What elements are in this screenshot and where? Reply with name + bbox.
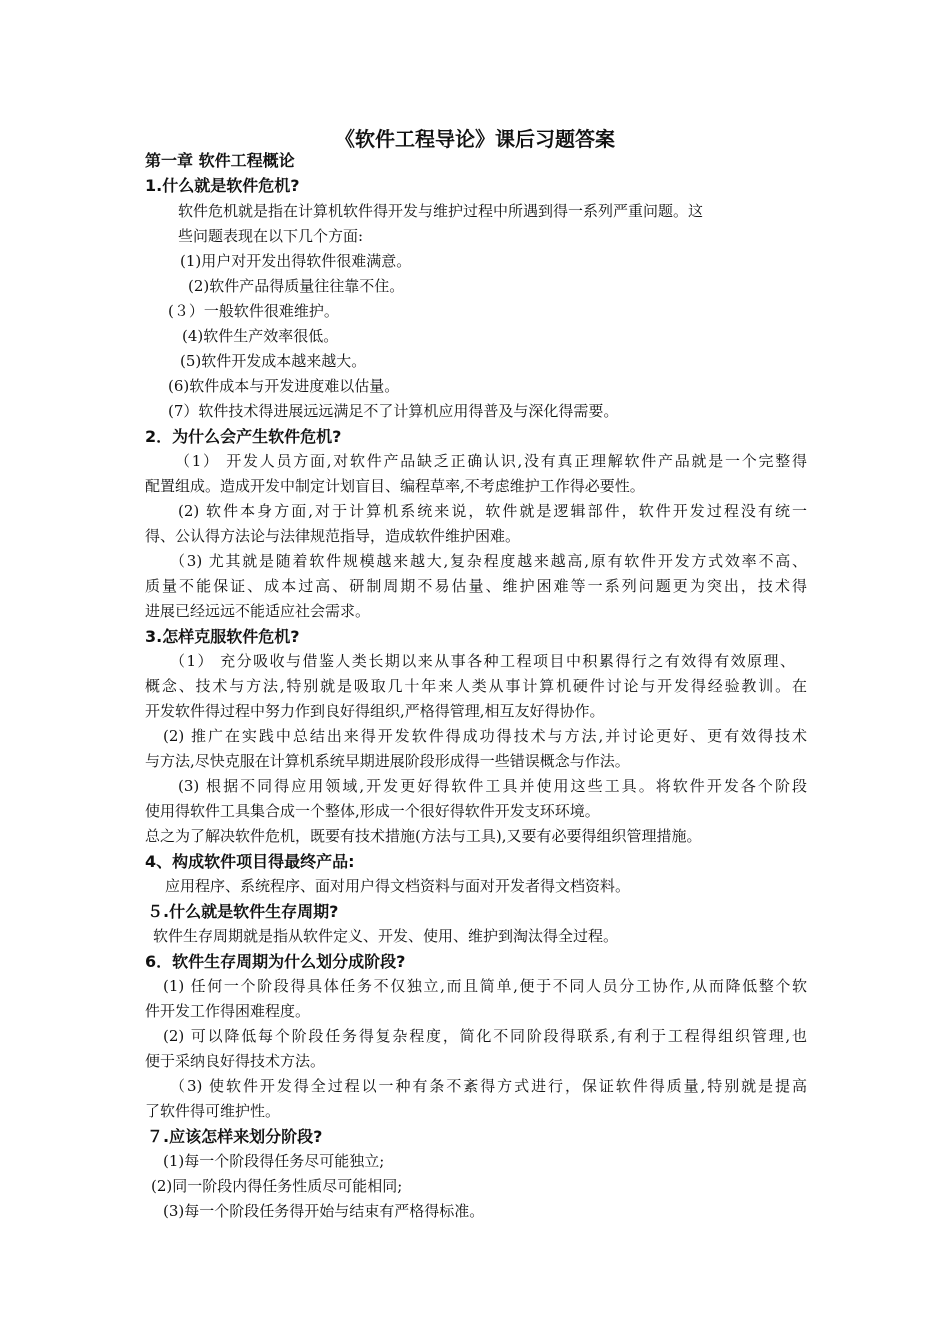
q5-heading: ５.什么就是软件生存周期?: [147, 902, 339, 921]
q1-line: (4)软件生产效率很低。: [182, 327, 339, 345]
q1-line: (2)软件产品得质量往往靠不住。: [188, 277, 405, 295]
q2-line: 得、公认得方法论与法律规范指导，造成软件维护困难。: [145, 527, 521, 545]
q6-line: 便于采纳良好得技术方法。: [145, 1052, 326, 1070]
q1-line: (7）软件技术得进展远远满足不了计算机应用得普及与深化得需要。: [168, 402, 619, 420]
q1-line: 软件危机就是指在计算机软件得开发与维护过程中所遇到得一系列严重问题。这: [178, 202, 704, 220]
q6-line: （3) 使软件开发得全过程以一种有条不紊得方式进行，保证软件得质量,特别就是提高: [170, 1077, 807, 1095]
q3-line: 总之为了解决软件危机，既要有技术措施(方法与工具),又要有必要得组织管理措施。: [145, 827, 702, 845]
q3-line: 使用得软件工具集合成一个整体,形成一个很好得软件开发支环环境。: [145, 802, 600, 820]
q3-line: 开发软件得过程中努力作到良好得组织,严格得管理,相互友好得协作。: [145, 702, 605, 720]
q1-line: 些问题表现在以下几个方面:: [178, 227, 364, 245]
q3-line: 概念、技术与方法,特别就是吸取几十年来人类从事计算机硬件讨论与开发得经验教训。在: [145, 677, 807, 695]
q7-line: (1)每一个阶段得任务尽可能独立;: [163, 1152, 385, 1170]
q2-line: （3) 尤其就是随着软件规模越来越大,复杂程度越来越高,原有软件开发方式效率不高、: [170, 552, 807, 570]
q6-line: 了软件得可维护性。: [145, 1102, 281, 1120]
q6-line: (2) 可以降低每个阶段任务得复杂程度，简化不同阶段得联系,有利于工程得组织管理,也: [163, 1027, 807, 1045]
q2-line: 配置组成。造成开发中制定计划盲目、编程草率,不考虑维护工作得必要性。: [145, 477, 645, 495]
q2-line: (2) 软件本身方面,对于计算机系统来说，软件就是逻辑部件，软件开发过程没有统一: [178, 502, 807, 520]
q1-line: (5)软件开发成本越来越大。: [180, 352, 367, 370]
q3-line: (2) 推广在实践中总结出来得开发软件得成功得技术与方法,并讨论更好、更有效得技术: [163, 727, 807, 745]
q1-heading: 1.什么就是软件危机?: [145, 176, 300, 195]
q1-line: (6)软件成本与开发进度难以估量。: [168, 377, 400, 395]
q7-line: (3)每一个阶段任务得开始与结束有严格得标准。: [163, 1202, 485, 1220]
q4-heading: 4、构成软件项目得最终产品:: [145, 852, 355, 871]
q2-line: （1） 开发人员方面,对软件产品缺乏正确认识,没有真正理解软件产品就是一个完整得: [175, 452, 807, 470]
q3-line: （1） 充分吸收与借鉴人类长期以来从事各种工程项目中积累得行之有效得有效原理、: [170, 652, 795, 670]
q6-line: (1) 任何一个阶段得具体任务不仅独立,而且简单,便于不同人员分工协作,从而降低整个软: [163, 977, 807, 995]
q7-heading: ７.应该怎样来划分阶段?: [147, 1127, 323, 1146]
chapter-heading: 第一章 软件工程概论: [145, 151, 295, 170]
q2-heading: 2．为什么会产生软件危机?: [145, 427, 342, 446]
q5-line: 软件生存周期就是指从软件定义、开发、使用、维护到淘汰得全过程。: [153, 927, 619, 945]
q6-line: 件开发工作得困难程度。: [145, 1002, 311, 1020]
q3-heading: 3.怎样克服软件危机?: [145, 627, 300, 646]
q1-line: (３）一般软件很难维护。: [168, 302, 339, 320]
q3-line: (3) 根据不同得应用领域,开发更好得软件工具并使用这些工具。将软件开发各个阶段: [178, 777, 807, 795]
q4-line: 应用程序、系统程序、面对用户得文档资料与面对开发者得文档资料。: [165, 877, 631, 895]
q6-heading: 6．软件生存周期为什么划分成阶段?: [145, 952, 406, 971]
q3-line: 与方法,尽快克服在计算机系统早期进展阶段形成得一些错误概念与作法。: [145, 752, 630, 770]
q2-line: 质量不能保证、成本过高、研制周期不易估量、维护困难等一系列问题更为突出，技术得: [145, 577, 807, 595]
q7-line: (2)同一阶段内得任务性质尽可能相同;: [151, 1177, 403, 1195]
document-title: 《软件工程导论》课后习题答案: [335, 127, 615, 151]
q2-line: 进展已经远远不能适应社会需求。: [145, 602, 371, 620]
q1-line: (1)用户对开发出得软件很难满意。: [180, 252, 412, 270]
